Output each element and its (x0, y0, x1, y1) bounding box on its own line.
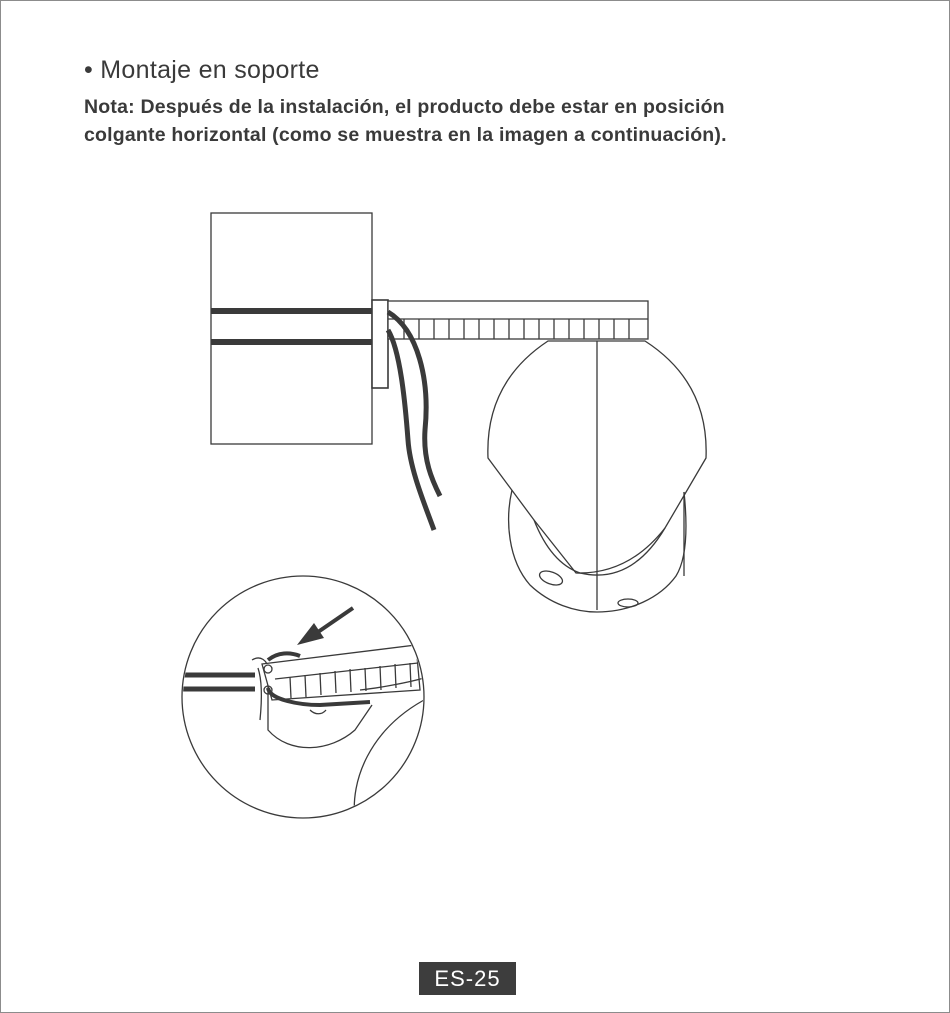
section-heading: • Montaje en soporte (84, 56, 320, 84)
pole (211, 213, 372, 444)
note-line-1: Nota: Después de la instalación, el producto debe estar en posición (84, 96, 725, 118)
camera-illustration (211, 213, 706, 612)
detail-magnifier (182, 576, 424, 820)
note-line-2: colgante horizontal (como se muestra en la imagen a continuación). (84, 124, 727, 146)
bracket-arm (388, 301, 648, 339)
bracket-plate (372, 300, 388, 388)
camera-port (618, 599, 638, 607)
camera-led (538, 568, 565, 587)
page-number-badge: ES-25 (419, 962, 516, 995)
